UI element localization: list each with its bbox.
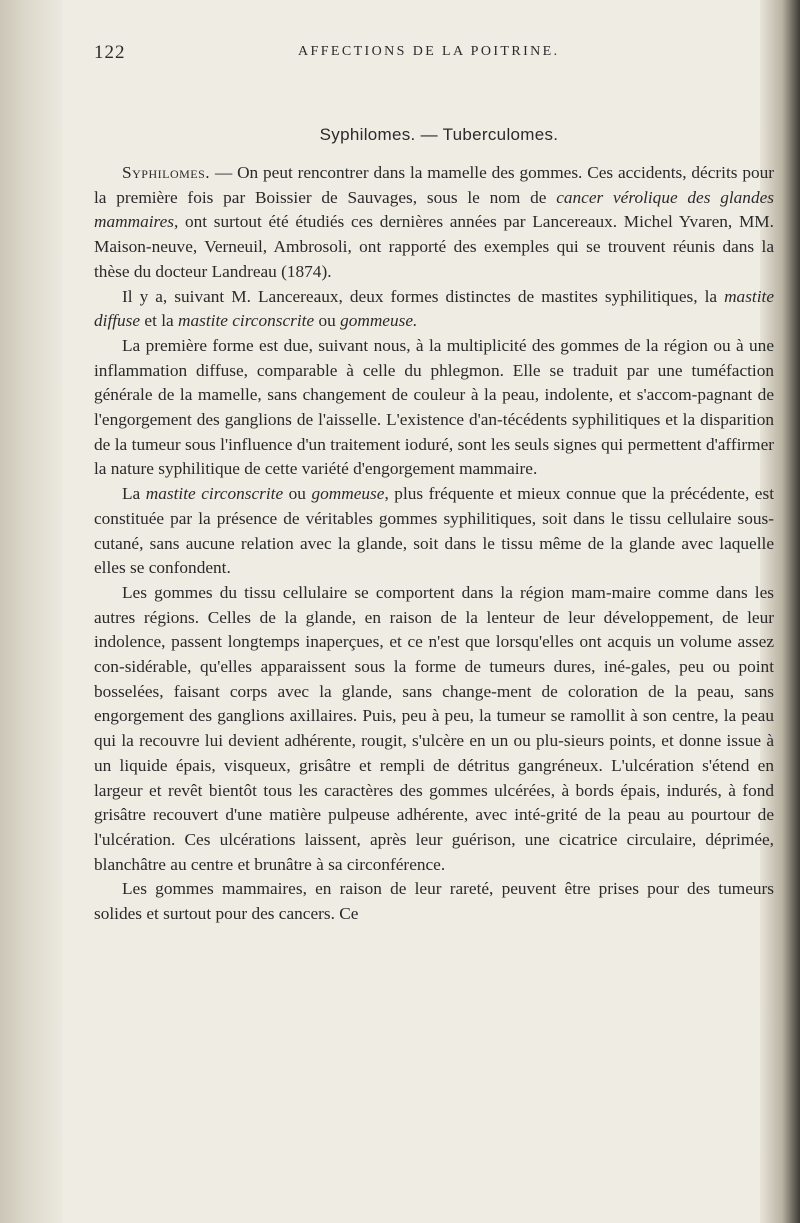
section-heading: Syphilomes. — Tuberculomes. — [319, 125, 559, 144]
text-run: , ont surtout été étudiés ces dernières années par Lancereaux. Michel Yvaren, MM. Maison-neuve, Verneuil, Ambrosoli, ont rapporté des exemples qui se trouvent réunis dans la thèse du docteur Landreau (1874). — [94, 212, 774, 281]
italic-term: mastite circonscrite — [145, 484, 284, 504]
book-page — [94, 20, 774, 1200]
text-run: , plus fréquente et mieux connue que la précédente, est constituée par la présence de véritables gommes syphilitiques, soit dans le tissu cellulaire sous-cutané, sans aucune relation avec la glande, soit dans le tissu même de la glande avec laquelle elles se confondent. — [94, 484, 774, 578]
text-run: Il y a, suivant M. Lancereaux, deux formes distinctes de mastites syphilitiques, la — [122, 286, 725, 306]
text-run: ou — [314, 311, 341, 331]
page-number: 122 — [94, 42, 126, 63]
text-run: La première forme est due, suivant nous, à la multiplicité des gommes de la région ou à une inflammation diffuse, comparable à celle du phlegmon. Elle se traduit par une tuméfaction générale de la mamelle, sans changement de couleur à la peau, indolente, et s'accom-pagnant de l'engorgement des ganglions de l'aisselle. L'existence d'an-técédents syphilitiques et la disparition de la tumeur sous l'influence d'un traitement ioduré, sont les seuls signes qui permettent d'affirmer la nature syphilitique de cette variété d'engorgement mammaire. — [94, 335, 774, 479]
paragraph — [94, 877, 774, 926]
text-run: et la — [140, 311, 178, 331]
paragraph — [94, 334, 774, 482]
body-text — [94, 161, 774, 927]
text-run: ou — [283, 484, 312, 504]
italic-term: cancer vérolique des glandes mammaires — [94, 187, 774, 232]
running-head — [94, 20, 774, 64]
paragraph — [94, 482, 774, 581]
running-title: AFFECTIONS DE LA POITRINE. — [298, 44, 560, 59]
text-run: La — [122, 484, 146, 504]
italic-term: mastite circonscrite — [178, 311, 315, 331]
scan-left-edge — [0, 0, 62, 1223]
text-run: Les gommes mammaires, en raison de leur rareté, peuvent être prises pour des tumeurs solides et surtout pour des cancers. Ce — [94, 879, 774, 924]
text-run: Les gommes du tissu cellulaire se comportent dans la région mam-maire comme dans les autres régions. Celles de la glande, en raison de la lenteur de leur développement, de leur indolence, passent longtemps inaperçues, et ce n'est que lorsqu'elles ont acquis un volume assez con-sidérable, qu'elles apparaissent sous la forme de tumeurs dures, iné-gales, peu ou point bosselées, faisant corps avec la glande, sans change-ment de coloration de la peau, sans engorgement des ganglions axillaires. Puis, peu à peu, la tumeur se ramollit à son centre, la peau qui la recouvre lui devient adhérente, rougit, s'ulcère en un ou plu-sieurs points, et donne issue à un liquide épais, visqueux, grisâtre et rempli de détritus gangréneux. L'ulcération s'étend en largeur et revêt bientôt tous les caractères des gommes ulcérées, à bords épais, indurés, à fond grisâtre recouvert d'une matière pulpeuse adhérente, avec inté-grité de la peau au pourtour de l'ulcération. Ces ulcérations laissent, après leur guérison, une cicatrice circulaire, déprimée, blanchâtre au centre et brunâtre à sa circonférence. — [94, 582, 774, 874]
italic-term: gommeuse. — [340, 311, 418, 331]
paragraph — [94, 581, 774, 877]
italic-term: mastite diffuse — [94, 286, 774, 331]
lead-term: Syphilomes. — [122, 163, 211, 182]
paragraph — [94, 285, 774, 334]
text-run: — On peut rencontrer dans la mamelle des gommes. Ces accidents, décrits pour la première fois par Boissier de Sauvages, sous le nom de — [94, 163, 774, 207]
italic-term: gommeuse — [311, 484, 385, 504]
paragraph — [94, 161, 774, 285]
